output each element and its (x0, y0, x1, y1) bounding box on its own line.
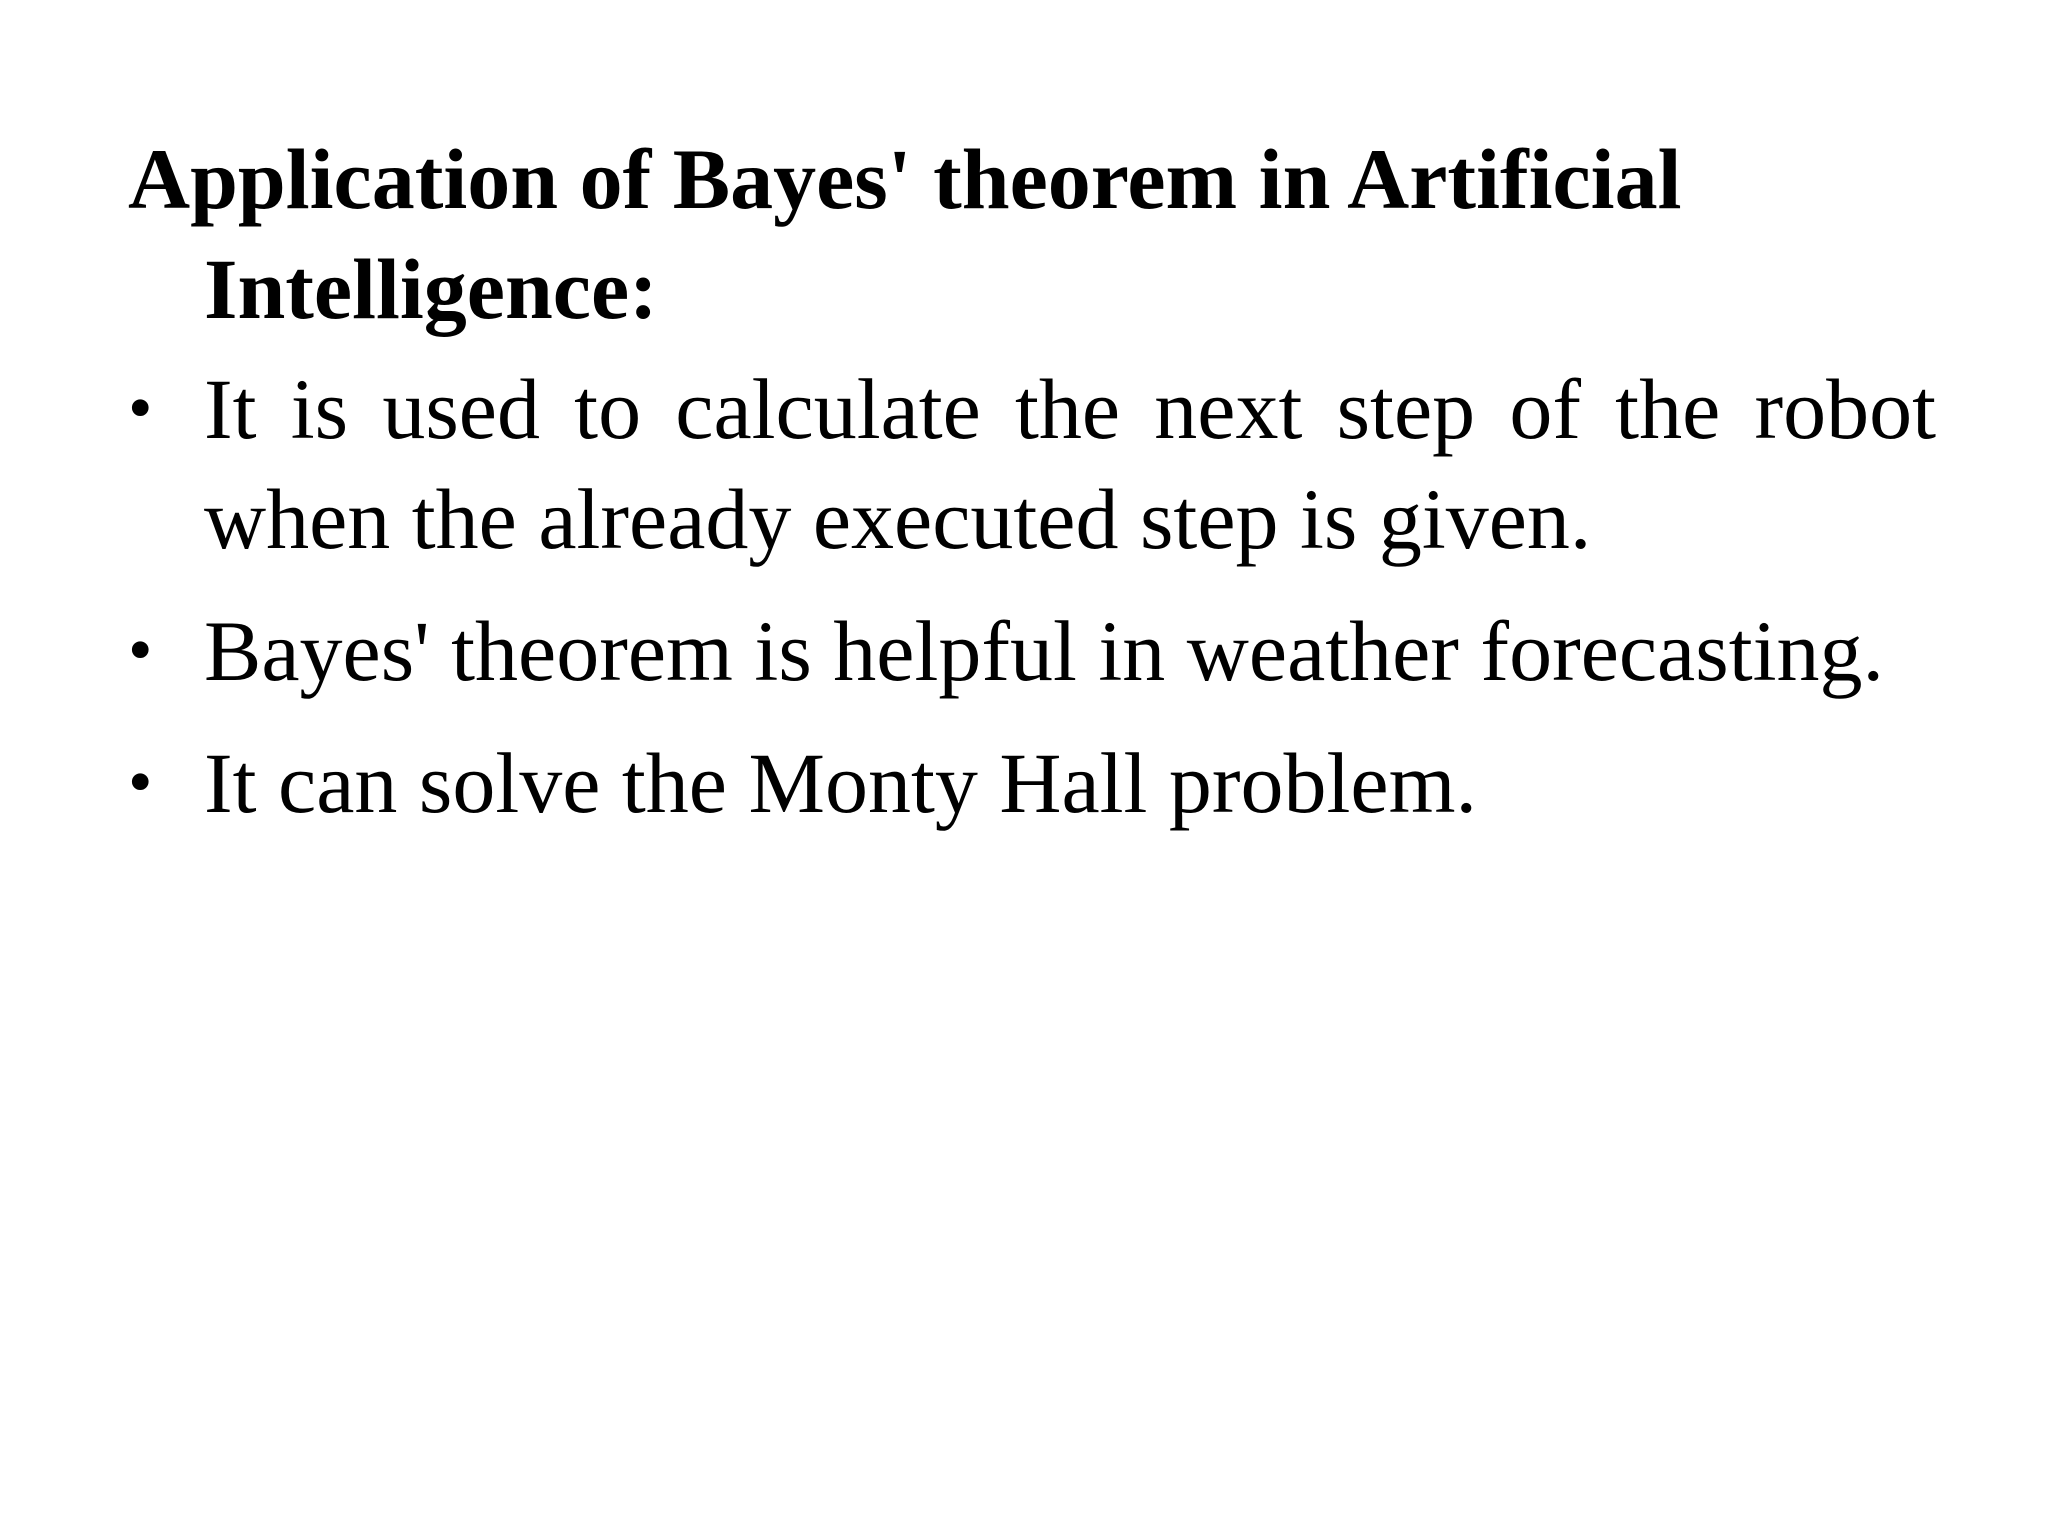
bullet-text: It can solve the Monty Hall problem. (204, 735, 1477, 831)
bullet-icon: • (128, 612, 153, 689)
list-item (128, 596, 1936, 706)
bullet-icon: • (128, 744, 153, 821)
slide-content (128, 124, 1936, 860)
bullet-text: It is used to calculate the next step of the robot when the already executed step is given. (204, 361, 1936, 567)
list-item (128, 728, 1936, 838)
list-item (128, 354, 1936, 574)
bullet-text: Bayes' theorem is helpful in weather forecasting. (204, 603, 1884, 699)
bullet-icon: • (128, 370, 153, 447)
bullet-list (128, 354, 1936, 838)
slide-heading: Application of Bayes' theorem in Artificial Intelligence: (128, 131, 1682, 337)
